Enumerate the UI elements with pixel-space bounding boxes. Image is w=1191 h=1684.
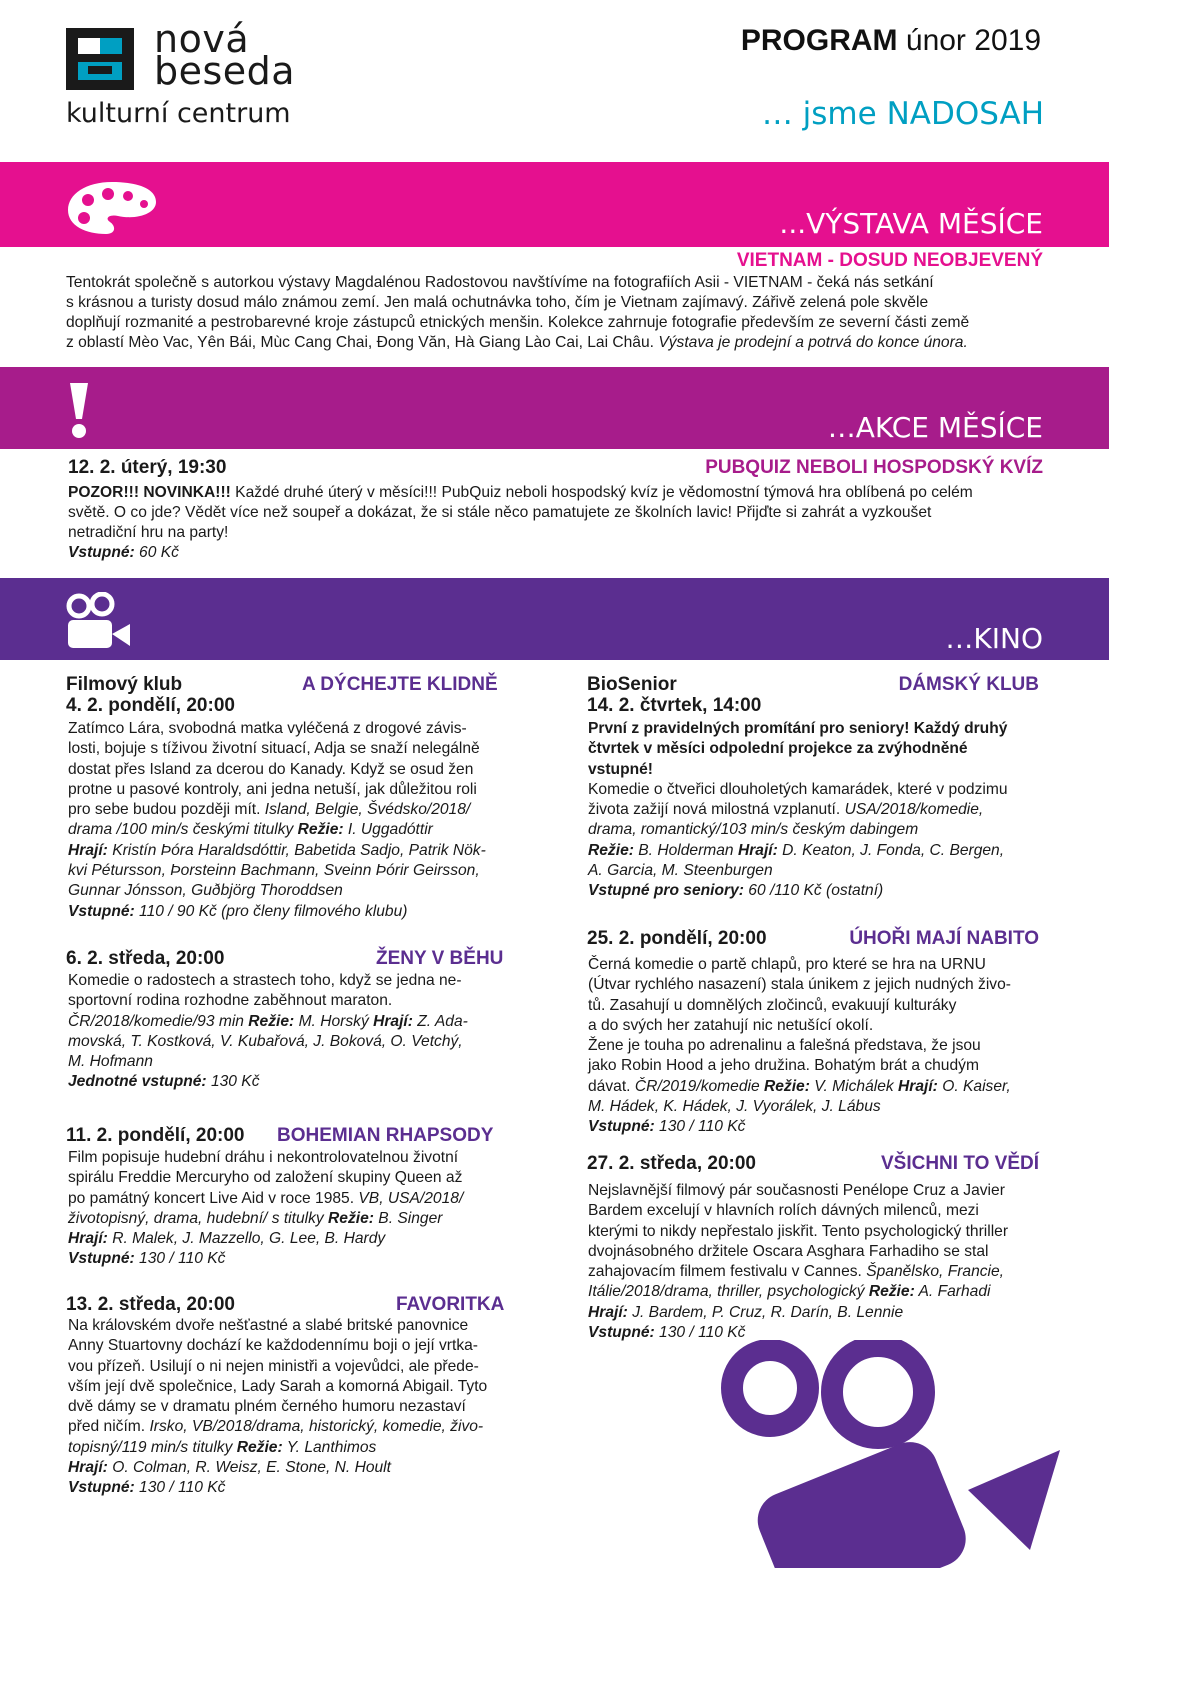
tagline-dots: … jsme [761,96,887,132]
text-line: netradiční hru na party! [68,524,229,541]
cast-label: Hrají: [68,1459,108,1477]
text-line: Film popisuje hudební dráhu i nekontrolovatelnou životní [68,1149,459,1166]
film-title: ÚHOŘI MAJÍ NABITO [849,928,1039,949]
text-run: Kristín Þóra Haraldsdóttir, Babetida Sadjo, Patrik Nök- [107,841,486,859]
film-title: A DÝCHEJTE KLIDNĚ [302,674,498,695]
text-line: drama, romantický/103 min/s českým dabingem [588,821,919,839]
text-line [68,1438,523,1458]
program-bold: PROGRAM [740,24,898,57]
text-line [68,1249,523,1269]
akce-title: PUBQUIZ NEBOLI HOSPODSKÝ KVÍZ [705,457,1043,478]
text-run: dávat. [588,1077,635,1095]
text-run: drama /100 min/s českými titulky [68,821,298,839]
text-line: spirálu Freddie Mercuryho od založení skupiny Queen až [68,1169,463,1187]
text-line: Gunnar Jónsson, Guðbjörg Thoroddsen [68,882,343,900]
text-line: Komedie o radostech a strastech toho, když se jedna ne- [68,972,462,989]
text-run: před ničím. [68,1418,150,1436]
cast-label: Hrají: [898,1077,938,1095]
film-title: VŠICHNI TO VĚDÍ [880,1153,1039,1174]
film-date: 11. 2. pondělí, 20:00 [66,1125,245,1146]
film-date: 6. 2. středa, 20:00 [66,948,225,969]
film-description [68,719,523,922]
film-title: DÁMSKÝ KLUB [898,674,1039,695]
text-line [66,333,1056,353]
band-vystava [0,162,1109,247]
text-line: čtvrtek v měsíci odpolední projekce za zvýhodněné [588,740,968,758]
text-line: Anny Stuartovny dochází ke každodennímu boji o její vrtka- [68,1337,478,1355]
text-line [68,1417,523,1437]
film-date: 25. 2. pondělí, 20:00 [587,928,767,949]
film-description [68,1316,523,1499]
film-series-label: BioSenior [587,674,677,695]
text-line [68,483,1058,503]
text-line: kvi Pétursson, Þorsteinn Bachmann, Sveinn Þórir Geirsson, [68,862,480,880]
program-title [741,24,1041,58]
director-label: Režie: [236,1438,283,1456]
text-line: tů. Zasahují u domnělých zločinců, evakuují kulturáky [588,996,957,1014]
price-label: Vstupné: [68,544,135,561]
text-line [68,800,523,820]
film-description [68,1148,523,1270]
film-date: 14. 2. čtvrtek, 14:00 [587,695,762,716]
text-line: jako Robin Hood a jeho družina. Bohatým brát a chudým [588,1057,979,1075]
band-title-akce: …AKCE MĚSÍCE [827,411,1043,444]
text-line [68,1072,523,1092]
film-series-label: Filmový klub [66,674,183,695]
price-value: 130 / 110 Kč [134,1250,226,1268]
price-value: 130 / 110 Kč [654,1324,746,1342]
text-line [68,1478,523,1498]
text-line: M. Hofmann [68,1053,153,1071]
text-run: po památný koncert Live Aid v roce 1985. [68,1189,359,1207]
price-label: Vstupné: [588,1118,655,1136]
director-label: Režie: [248,1012,295,1030]
text-run: O. Colman, R. Weisz, E. Stone, N. Hoult [107,1459,391,1477]
text-run: D. Keaton, J. Fonda, C. Bergen, [777,841,1005,859]
text-run: životopisný, drama, hudební/ s titulky [68,1209,329,1227]
director-label: Režie: [868,1283,915,1301]
text-line: dostat přes Island za dcerou do Kanady. Když se osud žen [68,760,474,778]
palette-icon [66,180,158,236]
akce-text [68,483,1058,563]
price-label: Vstupné pro seniory: [588,882,744,900]
film-title: ŽENY V BĚHU [376,948,504,969]
text-line: světě. O co jde? Vědět více než soupeř a dokázat, že si stále něco pamatujete ze školních lavic! Přijďte si zahrát a vyzkoušet [68,504,932,521]
film-description [588,955,1043,1138]
text-run: Itálie/2018/drama, thriller, psychologický [588,1283,869,1301]
band-title-vystava: ...VÝSTAVA MĚSÍCE [779,207,1043,240]
text-run: pro sebe budou později mít. [68,801,265,819]
text-line: (Útvar rychlého nasazení) stala únikem z jejich nudných živo- [588,976,1011,994]
text-run: topisný/119 min/s titulky [68,1438,237,1456]
film-description [588,719,1043,902]
film-date: 13. 2. středa, 20:00 [66,1294,235,1315]
text-run: Irsko, VB/2018/drama, historický, komedie, živo- [149,1418,484,1436]
text-run: J. Bardem, P. Cruz, R. Darín, B. Lennie [627,1303,904,1321]
text-run: M. Horský [294,1012,374,1030]
text-line [588,800,1043,820]
text-run: Výstava je prodejní a potrvá do konce února. [658,334,968,351]
logo-line-2: beseda [154,49,296,93]
text-run: POZOR!!! NOVINKA!!! [68,484,231,501]
film-date: 27. 2. středa, 20:00 [587,1153,756,1174]
logo-line-1: nová [154,17,250,61]
text-run: Španělsko, Francie, [866,1263,1005,1281]
text-run: VB, USA/2018/ [358,1189,464,1207]
film-date: 4. 2. pondělí, 20:00 [66,695,235,716]
text-line [68,902,523,922]
cast-label: Hrají: [68,841,108,859]
text-run: Island, Belgie, Švédsko/2018/ [264,801,471,819]
film-camera-icon [66,592,132,650]
vystava-subtitle: VIETNAM - DOSUD NEOBJEVENÝ [736,250,1043,271]
price-label: Vstupné: [68,902,135,920]
text-line [68,543,1058,563]
director-label: Režie: [588,841,634,859]
text-line [588,881,1043,901]
price-value: 130 Kč [206,1073,260,1091]
text-line: Žene je touha po adrenalinu a falešná představa, že jsou [588,1037,981,1055]
band-akce [0,367,1109,449]
text-line [588,1262,1043,1282]
cast-label: Hrají: [373,1012,413,1030]
text-line: Na královském dvoře nešťastné a slabé britské panovnice [68,1317,469,1334]
text-line: a do svých her zatahují nic netušící okolí. [588,1016,874,1034]
text-line: Tentokrát společně s autorkou výstavy Magdalénou Radostovou navštívíme na fotografiích Asii - VIETNAM - čeká nás setkání [66,274,934,291]
text-run: O. Kaiser, [937,1077,1011,1095]
text-line: s krásnou a turisty dosud málo známou zemí. Jen malá ochutnávka toho, čím je Vietnam zajímavý. Zářivě zelená pole skvěle [66,294,929,311]
text-line [68,1229,523,1249]
text-line [588,841,1043,861]
logo-mark [66,28,134,90]
text-line: Komedie o čtveřici dlouholetých kamarádek, které v podzimu [588,780,1008,798]
price-value: 60 /110 Kč (ostatní) [743,882,884,900]
price-value: 130 / 110 Kč [134,1479,226,1497]
text-line [588,1077,1043,1097]
text-line: losti, bojuje s tíživou životní situací, Adja se snaží nelegálně [68,740,480,758]
text-run: B. Singer [373,1209,443,1227]
text-line [68,1458,523,1478]
text-run: V. Michálek [809,1077,899,1095]
text-line: Nejslavnější filmový pár současnosti Penélope Cruz a Javier [588,1182,1005,1199]
price-label: Vstupné: [588,1324,655,1342]
text-run: z oblastí Mèo Vac, Yên Bái, Mùc Cang Chai, Đong Văn, Hà Giang Lào Cai, Lai Châu. [66,334,659,351]
text-line [68,1209,523,1229]
tagline-word: NADOSAH [886,96,1044,132]
text-run: I. Uggadóttir [343,821,433,839]
band-kino [0,578,1109,660]
text-line: movská, T. Kostková, V. Kubařová, J. Boková, O. Vetchý, [68,1032,463,1050]
text-line: dvě dámy se v dramatu plném černého humoru nezastaví [68,1398,466,1416]
price-value: 110 / 90 Kč (pro členy filmového klubu) [134,902,408,920]
director-label: Režie: [297,821,344,839]
text-line: vším její dvě společnice, Lady Sarah a komorná Abigail. Tyto [68,1377,488,1395]
text-line [588,1117,1043,1137]
price-label: Jednotné vstupné: [68,1073,207,1091]
text-line [68,1012,523,1032]
text-line: vstupné! [588,760,653,778]
director-label: Režie: [328,1209,374,1227]
text-run: Každé druhé úterý v měsíci!!! PubQuiz neboli hospodský kvíz je vědomostní týmová hra oblíbená po celém [230,484,973,501]
text-line [68,841,523,861]
text-line: Bardem excelují v hlavních rolích dávných milenců, mezi [588,1202,979,1220]
price-value: 60 Kč [134,544,179,561]
text-run: ČR/2019/komedie [634,1077,764,1095]
text-run: USA/2018/komedie, [844,801,984,819]
text-line [68,1189,523,1209]
tagline [762,96,1044,132]
exclamation-icon [68,381,90,439]
text-line: dvojnásobného držitele Oscara Asghara Farhadiho se stal [588,1242,989,1260]
text-run: R. Malek, J. Mazzello, G. Lee, B. Hardy [107,1230,386,1248]
film-title: BOHEMIAN RHAPSODY [277,1125,494,1146]
text-line [588,1282,1043,1302]
text-run: B. Holderman [633,841,738,859]
program-month: únor 2019 [897,24,1041,57]
text-run: života zažijí nová milostná vzplanutí. [588,801,845,819]
text-line: První z pravidelných promítání pro seniory! Každý druhý [588,720,1008,737]
vystava-text [66,273,1056,353]
cast-label: Hrají: [588,1303,628,1321]
logo-subtitle: kulturní centrum [66,98,291,129]
text-run: ČR/2018/komedie/93 min [68,1012,249,1030]
text-line [588,1303,1043,1323]
text-run: A. Farhadi [914,1283,991,1301]
film-description [68,971,523,1093]
decorative-film-camera-icon [700,1340,1080,1568]
film-title: FAVORITKA [396,1294,505,1315]
price-value: 130 / 110 Kč [654,1118,746,1136]
cast-label: Hrají: [68,1230,108,1248]
text-line: M. Hádek, K. Hádek, J. Vyorálek, J. Lábus [588,1098,881,1116]
cast-label: Hrají: [737,841,778,859]
text-line: doplňují rozmanité a pestrobarevné kroje zástupců etnických menšin. Kolekce zahrnuje fotografie především ze severní části země [66,314,970,331]
text-line: kterými to nikdy nepřestalo jiskřit. Tento psychologický thriller [588,1222,1009,1240]
logo [66,17,316,138]
director-label: Režie: [763,1077,810,1095]
band-title-kino: …KINO [945,622,1043,655]
text-line: protne u pasové kontroly, ani jedna netuší, jak důležitou roli [68,780,477,798]
text-run: Y. Lanthimos [282,1438,377,1456]
text-line: vou přízeň. Usilují o ni nejen ministři a vojevůdci, ale přede- [68,1357,479,1375]
price-label: Vstupné: [68,1479,135,1497]
text-line: sportovní rodina rozhodne zaběhnout maraton. [68,992,393,1010]
akce-date: 12. 2. úterý, 19:30 [68,457,227,478]
text-line [68,820,523,840]
film-description [588,1181,1043,1343]
price-label: Vstupné: [68,1250,135,1268]
text-run: zahajovacím filmem festivalu v Cannes. [588,1263,867,1281]
text-run: Z. Ada- [412,1012,468,1030]
text-line: A. Garcia, M. Steenburgen [588,862,773,880]
text-line: Černá komedie o partě chlapů, pro které se hra na URNU [588,956,986,973]
text-line: Zatímco Lára, svobodná matka vyléčená z drogové závis- [68,720,467,737]
